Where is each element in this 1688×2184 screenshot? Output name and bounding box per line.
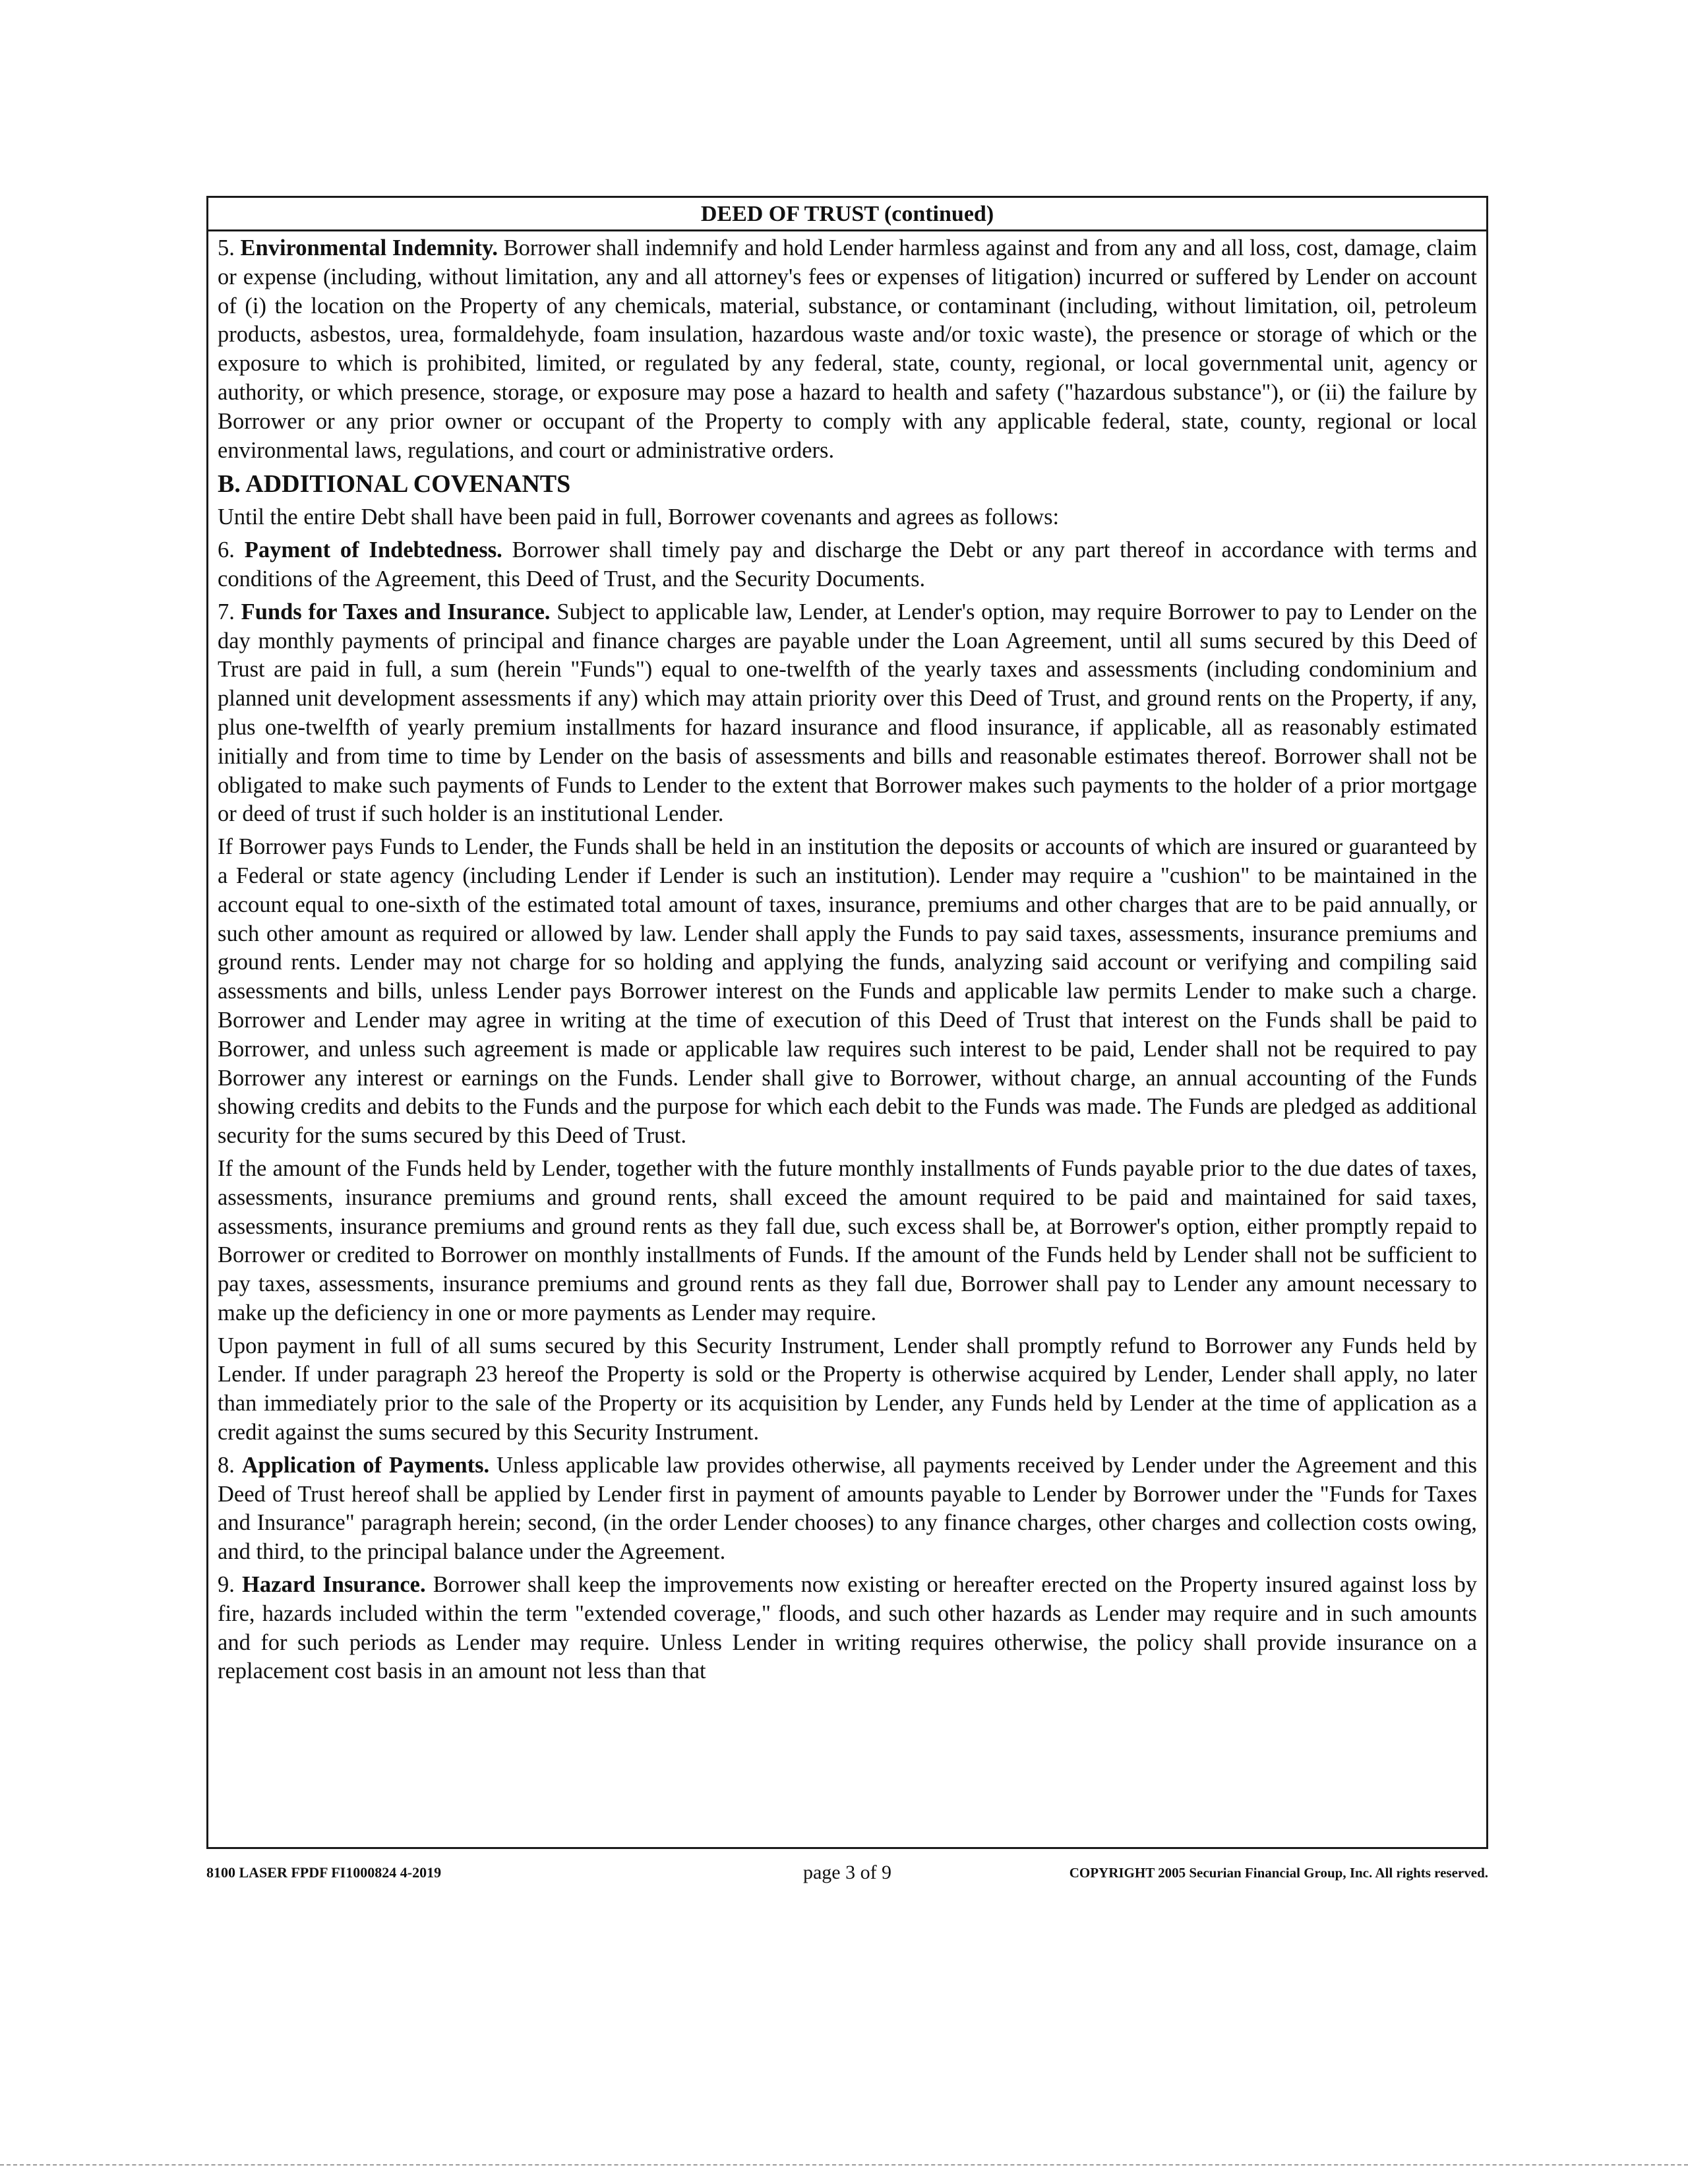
deed-of-trust-frame xyxy=(206,196,1488,1849)
scan-edge-line xyxy=(0,2164,1688,2166)
paragraph-body: Unless applicable law provides otherwise, all payments received by Lender under the Agreement and this Deed of Trust hereof shall be applied by Lender first in payment of amounts payable to Lender by Borrower under the "Funds for Taxes and Insurance" paragraph herein; second, (in the order Lender chooses) to any finance charges, other charges and collection costs owing, and third, to the principal balance under the Agreement. xyxy=(218,1452,1478,1565)
paragraph-heading: Environmental Indemnity. xyxy=(240,235,498,260)
paragraph-5-environmental-indemnity xyxy=(218,234,1477,465)
page-number: page 3 of 9 xyxy=(802,1862,892,1883)
paragraph-6-payment-of-indebtedness xyxy=(218,536,1477,594)
paragraph-body: Borrower shall indemnify and hold Lender harmless against and from any and all loss, cost, damage, claim or expense (including, without limitation, any and all attorney's fees or expenses of litigation) incurred or suffered by Lender on account of (i) the location on the Property of any chemicals, material, substance, or contaminant (including, without limitation, oil, petroleum products, asbestos, urea, formaldehyde, foam insulation, hazardous waste and/or toxic waste), the presence or storage of which or the exposure to which is prohibited, limited, or regulated by any federal, state, county, regional, or local governmental unit, agency or authority, or which presence, storage, or exposure may pose a hazard to health and safety ("hazardous substance"), or (ii) the failure by Borrower or any prior owner or occupant of the Property to comply with any applicable federal, state, county, regional or local environmental laws, regulations, and court or administrative orders. xyxy=(218,235,1477,463)
paragraph-funds-held: If Borrower pays Funds to Lender, the Funds shall be held in an institution the deposits or accounts of which are insured or guaranteed by a Federal or state agency (including Lender if Lender is such an institution). Lender may require a "cushion" to be maintained in the account equal to one-sixth of the estimated total amount of taxes, insurance, premiums and other charges that are to be paid annually, or such other amount as required or allowed by law. Lender shall apply the Funds to pay said taxes, assessments, insurance premiums and ground rents. Lender may not charge for so holding and applying the funds, analyzing said account or verifying and compiling said assessments and bills, unless Lender pays Borrower interest on the Funds and applicable law permits Lender to make such a charge. Borrower and Lender may agree in writing at the time of execution of this Deed of Trust that interest on the Funds shall be paid to Borrower, and unless such agreement is made or applicable law requires such interest to be paid, Lender shall not be required to pay Borrower any interest or earnings on the Funds. Lender shall give to Borrower, without charge, an annual accounting of the Funds showing credits and debits to the Funds and the purpose for which each debit to the Funds was made. The Funds are pledged as additional security for the sums secured by this Deed of Trust. xyxy=(218,834,1477,1149)
form-id: 8100 LASER FPDF FI1000824 4-2019 xyxy=(206,1864,442,1881)
paragraph-body: Borrower shall keep the improvements now existing or hereafter erected on the Property insured against loss by fire, hazards included within the term "extended coverage," floods, and such other hazards as Lender may require and in such amounts and for such periods as Lender may require. Unless Lender in writing requires otherwise, the policy shall provide insurance on a replacement cost basis in an amount not less than that xyxy=(218,1572,1477,1684)
paragraph-number: 9. xyxy=(218,1572,243,1598)
section-heading-additional-covenants: B. ADDITIONAL COVENANTS xyxy=(218,470,571,499)
covenants-intro: Until the entire Debt shall have been paid in full, Borrower covenants and agrees as follows: xyxy=(218,504,1060,530)
paragraph-body: Borrower shall timely pay and discharge the Debt or any part thereof in accordance with terms and conditions of the Agreement, this Deed of Trust, and the Security Documents. xyxy=(218,537,1478,592)
paragraph-body: Subject to applicable law, Lender, at Lender's option, may require Borrower to pay to Lender on the day monthly payments of principal and finance charges are payable under the Loan Agreement, until all sums secured by this Deed of Trust are paid in full, a sum (herein "Funds") equal to one-twelfth of the yearly taxes and assessments (including condominium and planned unit development assessments if any) which may attain priority over this Deed of Trust, and ground rents on the Property, if any, plus one-twelfth of yearly premium installments for hazard insurance and flood insurance, if applicable, all as reasonably estimated initially and from time to time by Lender on the basis of assessments and bills and reasonable estimates thereof. Borrower shall not be obligated to make such payments of Funds to Lender to the extent that Borrower makes such payments to the holder of a prior mortgage or deed of trust if such holder is an institutional Lender. xyxy=(218,599,1477,827)
paragraph-heading: Hazard Insurance. xyxy=(242,1572,426,1598)
paragraph-heading: Payment of Indebtedness. xyxy=(244,537,502,563)
paragraph-funds-excess: If the amount of the Funds held by Lender, together with the future monthly installments of Funds payable prior to the due dates of taxes, assessments, insurance premiums and ground rents, shall exceed the amount required to be paid and maintained for said taxes, assessments, insurance premiums and ground rents as they fall due, such excess shall be, at Borrower's option, either promptly repaid to Borrower or credited to Borrower on monthly installments of Funds. If the amount of the Funds held by Lender shall not be sufficient to pay taxes, assessments, insurance premiums and ground rents as they fall due, Borrower shall pay to Lender any amount necessary to make up the deficiency in one or more payments as Lender may require. xyxy=(218,1155,1477,1325)
page-footer xyxy=(206,1860,1488,1886)
paragraph-8-application-of-payments xyxy=(218,1451,1477,1567)
paragraph-number: 5. xyxy=(218,235,241,260)
paragraph-number: 6. xyxy=(218,537,245,563)
paragraph-7-funds-for-taxes xyxy=(218,598,1477,829)
paragraph-number: 8. xyxy=(218,1452,242,1478)
paragraph-heading: Funds for Taxes and Insurance. xyxy=(241,599,551,624)
paragraph-number: 7. xyxy=(218,599,241,624)
paragraph-funds-refund: Upon payment in full of all sums secured by this Security Instrument, Lender shall promptly refund to Borrower any Funds held by Lender. If under paragraph 23 hereof the Property is sold or the Property is otherwise acquired by Lender, Lender shall apply, no later than immediately prior to the sale of the Property or its acquisition by Lender, any Funds held by Lender at the time of application as a credit against the sums secured by this Security Instrument. xyxy=(218,1333,1477,1445)
paragraph-9-hazard-insurance xyxy=(218,1571,1477,1686)
document-body xyxy=(208,231,1486,1686)
document-title: DEED OF TRUST (continued) xyxy=(208,198,1486,231)
paragraph-heading: Application of Payments. xyxy=(241,1452,490,1478)
copyright-notice: COPYRIGHT 2005 Securian Financial Group, Inc. All rights reserved. xyxy=(1069,1865,1488,1881)
